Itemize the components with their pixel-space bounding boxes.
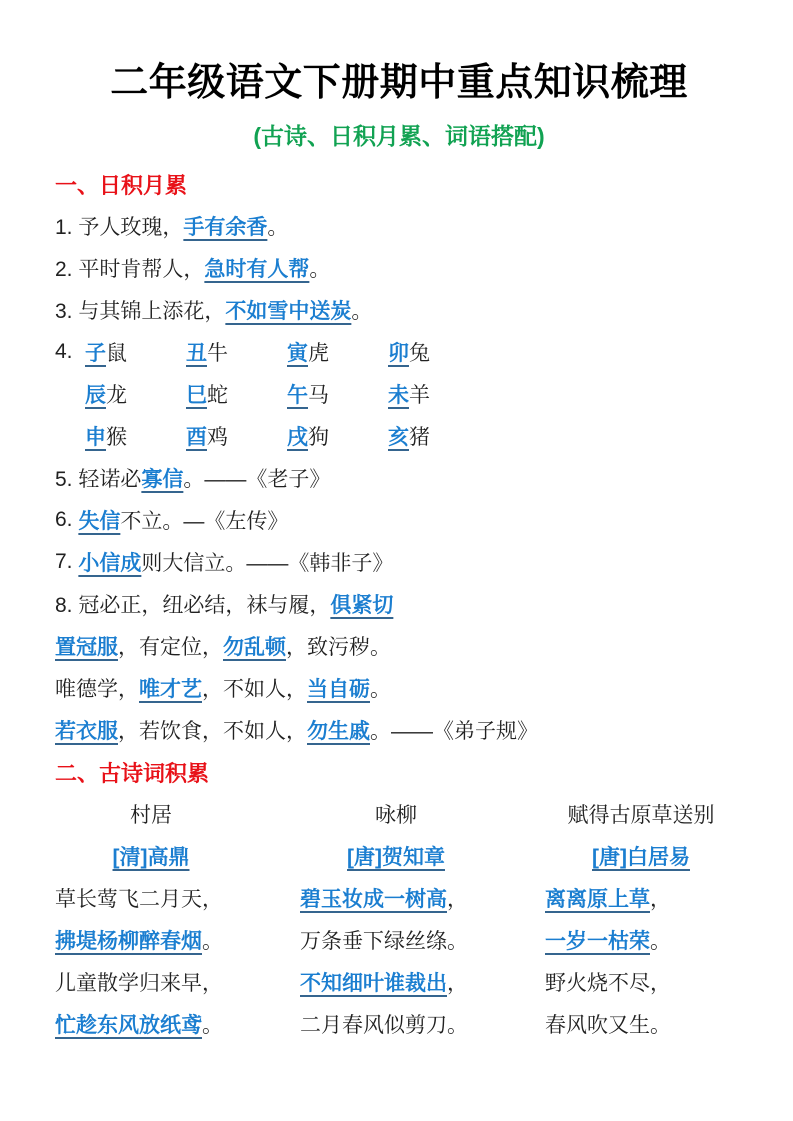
highlighted-phrase: 丑 xyxy=(186,342,207,366)
poem-author: [唐]贺知章 xyxy=(347,846,445,870)
poem-author: [唐]白居易 xyxy=(592,846,690,870)
text-run: 。 xyxy=(650,930,671,954)
text-run: 春风吹又生。 xyxy=(545,1014,671,1038)
text-run: 不立。—《左传》 xyxy=(120,510,289,534)
highlighted-phrase: 忙趁东风放纸鸢 xyxy=(55,1014,202,1038)
poem-line xyxy=(300,877,545,919)
zodiac-row xyxy=(55,415,743,457)
text-run: 二月春风似剪刀。 xyxy=(300,1014,468,1038)
poem-line xyxy=(545,877,743,919)
text-run: 8. 冠必正，纽必结，袜与履， xyxy=(55,594,331,618)
highlighted-phrase: 卯 xyxy=(388,342,409,366)
zodiac-cell xyxy=(287,337,388,367)
text-run: 2. 平时肯帮人， xyxy=(55,258,205,282)
poem-line xyxy=(300,961,545,1003)
text-run: 。 xyxy=(351,300,373,324)
highlighted-phrase: 若衣服 xyxy=(55,720,118,744)
highlighted-phrase: 寡信 xyxy=(141,468,184,492)
zodiac-cell xyxy=(388,379,489,409)
zodiac-cell xyxy=(186,379,287,409)
poem-line xyxy=(55,877,300,919)
text-run: 狗 xyxy=(308,426,329,450)
highlighted-phrase: 申 xyxy=(85,426,106,450)
poem-column xyxy=(545,793,743,1045)
zodiac-cell xyxy=(85,379,186,409)
highlighted-phrase: 当自砺 xyxy=(307,678,370,702)
poem-title: 赋得古原草送别 xyxy=(567,804,715,828)
text-run: 3. 与其锦上添花， xyxy=(55,300,226,324)
highlighted-phrase: 不如雪中送炭 xyxy=(225,300,352,324)
text-run: 唯德学， xyxy=(55,678,139,702)
zodiac-cell xyxy=(85,337,186,367)
memorize-line xyxy=(55,457,743,499)
highlighted-phrase: 手有余香 xyxy=(183,216,268,240)
text-run: 龙 xyxy=(106,384,127,408)
text-run: 。 xyxy=(370,678,391,702)
highlighted-phrase: 勿生戚 xyxy=(307,720,370,744)
text-run: 兔 xyxy=(409,342,430,366)
poem-line xyxy=(545,1003,743,1045)
text-run: 7. xyxy=(55,550,79,574)
text-run: 。 xyxy=(202,930,223,954)
text-run: ，若饮食，不如人， xyxy=(118,720,307,744)
highlighted-phrase: 勿乱顿 xyxy=(223,636,286,660)
poem-line xyxy=(545,919,743,961)
text-run: 5. 轻诺必 xyxy=(55,468,142,492)
section-one-lines xyxy=(55,205,743,751)
section-two-heading: 二、古诗词积累 xyxy=(55,760,210,786)
highlighted-phrase: 戌 xyxy=(287,426,308,450)
zodiac-cell xyxy=(287,379,388,409)
page-title: 二年级语文下册期中重点知识梳理 xyxy=(110,62,688,104)
text-run: ，有定位， xyxy=(118,636,223,660)
text-run: 。 xyxy=(202,1014,223,1038)
poem-column xyxy=(300,793,545,1045)
zodiac-cell xyxy=(287,421,388,451)
poem-author: [清]高鼎 xyxy=(112,846,190,870)
zodiac-row xyxy=(55,373,743,415)
memorize-line xyxy=(55,625,743,667)
text-run: 草长莺飞二月天， xyxy=(55,888,223,912)
highlighted-phrase: 离离原上草 xyxy=(545,888,650,912)
text-run: 野火烧不尽， xyxy=(545,972,671,996)
memorize-line xyxy=(55,289,743,331)
poem-line xyxy=(545,961,743,1003)
highlighted-phrase: 失信 xyxy=(78,510,121,534)
text-run: 羊 xyxy=(409,384,430,408)
memorize-line xyxy=(55,247,743,289)
highlighted-phrase: 置冠服 xyxy=(55,636,118,660)
highlighted-phrase: 酉 xyxy=(186,426,207,450)
text-run: ， xyxy=(447,972,468,996)
text-run: ，致污秽。 xyxy=(286,636,391,660)
highlighted-phrase: 不知细叶谁裁出 xyxy=(300,972,447,996)
text-run: 。——《老子》 xyxy=(183,468,331,492)
zodiac-cell xyxy=(388,421,489,451)
highlighted-phrase: 午 xyxy=(287,384,308,408)
text-run: 1. 予人玫瑰， xyxy=(55,216,184,240)
text-run: 。——《弟子规》 xyxy=(370,720,538,744)
text-run: 虎 xyxy=(308,342,329,366)
highlighted-phrase: 急时有人帮 xyxy=(204,258,310,282)
text-run: 蛇 xyxy=(207,384,228,408)
highlighted-phrase: 巳 xyxy=(186,384,207,408)
memorize-line xyxy=(55,205,743,247)
zodiac-cell xyxy=(388,337,489,367)
zodiac-cell xyxy=(186,421,287,451)
text-run: 。 xyxy=(309,258,331,282)
highlighted-phrase: 俱紧切 xyxy=(330,594,394,618)
poem-line xyxy=(55,919,300,961)
text-run: 儿童散学归来早， xyxy=(55,972,223,996)
text-run: ， xyxy=(447,888,468,912)
text-run: 6. xyxy=(55,508,79,532)
zodiac-cell xyxy=(85,421,186,451)
text-run: 马 xyxy=(308,384,329,408)
text-run: 万条垂下绿丝绦。 xyxy=(300,930,468,954)
highlighted-phrase: 亥 xyxy=(388,426,409,450)
highlighted-phrase: 拂堤杨柳醉春烟 xyxy=(55,930,202,954)
poem-line xyxy=(55,961,300,1003)
highlighted-phrase: 未 xyxy=(388,384,409,408)
section-one-heading: 一、日积月累 xyxy=(55,172,188,198)
highlighted-phrase: 辰 xyxy=(85,384,106,408)
zodiac-cell xyxy=(186,337,287,367)
memorize-line xyxy=(55,541,743,583)
text-run: 牛 xyxy=(207,342,228,366)
poem-title: 村居 xyxy=(130,804,172,828)
list-number: 4. xyxy=(55,340,79,364)
text-run: 鸡 xyxy=(207,426,228,450)
text-run: 猪 xyxy=(409,426,430,450)
highlighted-phrase: 碧玉妆成一树高 xyxy=(300,888,447,912)
memorize-line xyxy=(55,583,743,625)
highlighted-phrase: 寅 xyxy=(287,342,308,366)
text-run: ，不如人， xyxy=(202,678,307,702)
memorize-line xyxy=(55,709,743,751)
poem-title: 咏柳 xyxy=(375,804,417,828)
memorize-line xyxy=(55,667,743,709)
text-run: 猴 xyxy=(106,426,127,450)
poem-line xyxy=(300,919,545,961)
highlighted-phrase: 一岁一枯荣 xyxy=(545,930,650,954)
poem-column xyxy=(55,793,300,1045)
poem-line xyxy=(300,1003,545,1045)
poems-grid xyxy=(55,793,743,1045)
memorize-line xyxy=(55,499,743,541)
highlighted-phrase: 唯才艺 xyxy=(139,678,202,702)
text-run: 鼠 xyxy=(106,342,127,366)
page-subtitle: (古诗、日积月累、词语搭配) xyxy=(253,122,545,149)
highlighted-phrase: 小信成 xyxy=(78,552,142,576)
text-run: ， xyxy=(650,888,671,912)
text-run: 。 xyxy=(267,216,289,240)
zodiac-row xyxy=(55,331,743,373)
poem-line xyxy=(55,1003,300,1045)
text-run: 则大信立。——《韩非子》 xyxy=(141,552,394,576)
highlighted-phrase: 子 xyxy=(85,342,106,366)
